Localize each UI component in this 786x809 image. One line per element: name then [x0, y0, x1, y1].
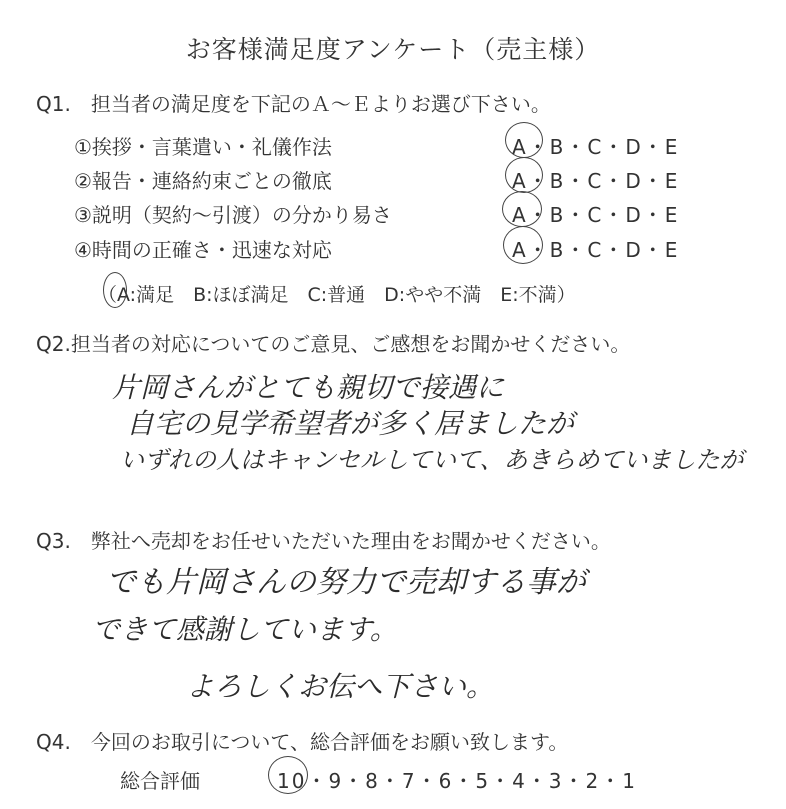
q1-scale-timeliness: A・B・C・D・E: [512, 238, 680, 262]
q3-handwriting-line: できて感謝しています。: [92, 613, 398, 646]
q4-question: Q4. 今回のお取引について、総合評価をお願い致します。: [36, 730, 569, 754]
overall-rating-label: 総合評価: [120, 769, 200, 793]
q1-item-explanation: ③説明（契約～引渡）の分かり易さ: [74, 203, 392, 227]
selected-mark-circle: [502, 191, 542, 227]
overall-selected-circle: [268, 756, 308, 794]
q2-question: Q2.担当者の対応についてのご意見、ご感想をお聞かせください。: [36, 332, 631, 356]
q1-scale-greeting: A・B・C・D・E: [512, 135, 680, 159]
q2-handwriting-line: いずれの人はキャンセルしていて、あきらめていましたが: [120, 446, 744, 474]
q1-scale-explanation: A・B・C・D・E: [512, 203, 680, 227]
q1-item-timeliness: ④時間の正確さ・迅速な対応: [74, 238, 332, 262]
survey-title: お客様満足度アンケート（売主様）: [185, 35, 601, 64]
selected-mark-circle: [505, 122, 543, 158]
q1-question: Q1. 担当者の満足度を下記のＡ～Ｅよりお選び下さい。: [36, 92, 551, 116]
q2-handwriting-line: 片岡さんがとても親切で接遇に: [112, 371, 505, 404]
q1-item-reporting: ②報告・連絡約束ごとの徹底: [74, 169, 332, 193]
q2-handwriting-line: 自宅の見学希望者が多く居ましたが: [126, 407, 575, 440]
overall-rating-scale: 10・9・8・7・6・5・4・3・2・1: [277, 769, 637, 793]
q1-scale-reporting: A・B・C・D・E: [512, 169, 680, 193]
q3-question: Q3. 弊社へ売却をお任せいただいた理由をお聞かせください。: [36, 529, 611, 553]
q3-handwriting-line: でも片岡さんの努力で売却する事が: [106, 565, 586, 600]
selected-mark-circle: [505, 157, 543, 193]
q1-legend: （A:満足 B:ほぼ満足 C:普通 D:やや不満 E:不満）: [98, 284, 576, 306]
legend-mark-circle: [103, 272, 127, 308]
selected-mark-circle: [503, 226, 543, 264]
q3-handwriting-line: よろしくお伝へ下さい。: [186, 670, 495, 703]
q1-item-greeting: ①挨拶・言葉遣い・礼儀作法: [74, 135, 332, 159]
